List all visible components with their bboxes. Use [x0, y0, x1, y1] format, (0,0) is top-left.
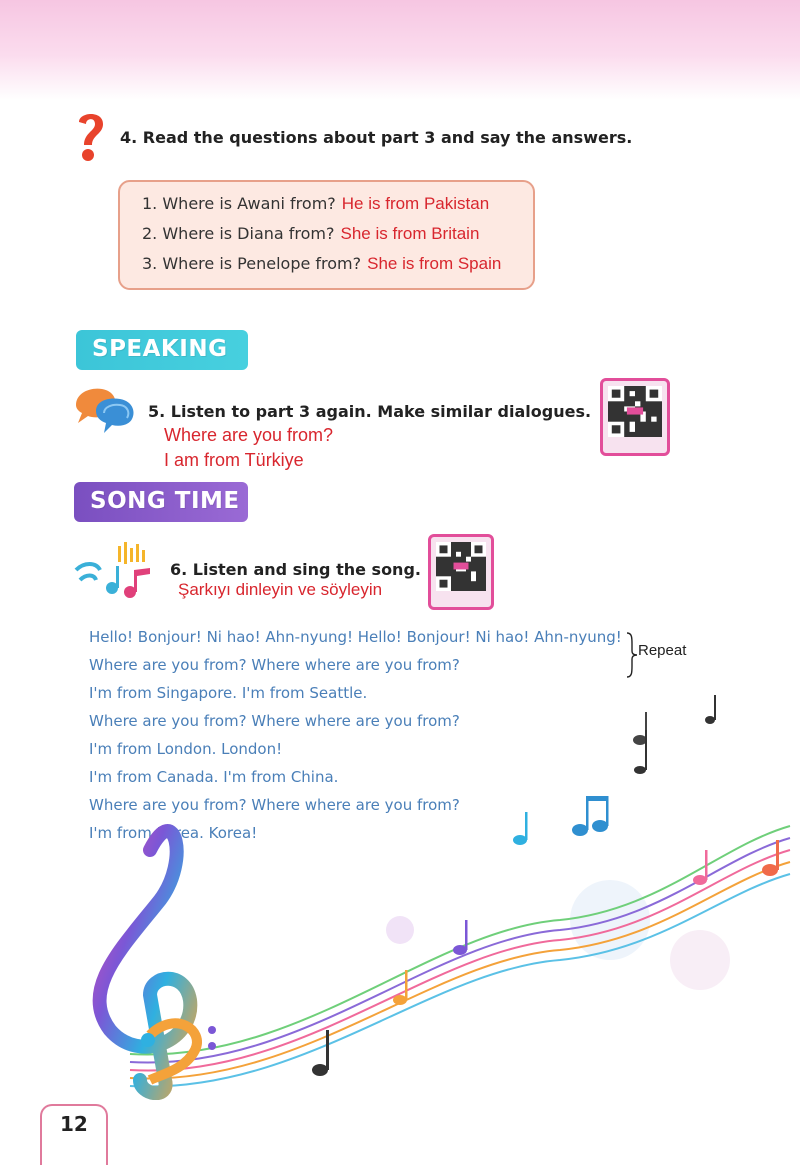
lyric-line: I'm from Canada. I'm from China.: [89, 768, 339, 786]
lyric-line: I'm from Singapore. I'm from Seattle.: [89, 684, 368, 702]
dialogue-line-1: Where are you from?: [164, 425, 334, 445]
qa-row: [142, 194, 533, 224]
exercise-5-instruction: 5. Listen to part 3 again. Make similar dialogues.: [148, 402, 592, 421]
qr-pattern: [608, 386, 662, 437]
treble-clef-illustration: [0, 690, 800, 1100]
qr-code[interactable]: [428, 534, 494, 610]
exercise-6-instruction: 6. Listen and sing the song.: [170, 560, 421, 579]
answer-text: She is from Spain: [367, 254, 502, 273]
speaking-banner: SPEAKING: [76, 330, 248, 370]
lyric-line: Where are you from? Where where are you from?: [89, 712, 460, 730]
song-time-banner: SONG TIME: [74, 482, 248, 522]
top-gradient-band: [0, 0, 800, 100]
exercise-6-translation: Şarkıyı dinleyin ve söyleyin: [178, 580, 383, 599]
lyric-line: Where are you from? Where where are you from?: [89, 656, 460, 674]
exercise-4-instruction: 4. Read the questions about part 3 and say the answers.: [120, 128, 633, 147]
lyric-line: I'm from London. London!: [89, 740, 283, 758]
speech-bubbles-icon: [72, 383, 138, 435]
qr-pattern: [436, 542, 486, 591]
question-text: 3. Where is Penelope from?: [142, 254, 362, 273]
question-mark-icon: [74, 108, 108, 164]
repeat-label: Repeat: [638, 642, 687, 659]
qa-row: [142, 224, 533, 254]
qa-row: [142, 254, 533, 284]
lyric-line: I'm from Korea. Korea!: [89, 824, 258, 842]
lyric-line: Where are you from? Where where are you from?: [89, 796, 460, 814]
repeat-brace-icon: [626, 632, 638, 678]
answer-text: She is from Britain: [340, 224, 480, 243]
question-text: 1. Where is Awani from?: [142, 194, 336, 213]
dialogue-line-2: I am from Türkiye: [164, 450, 304, 470]
answer-text: He is from Pakistan: [341, 194, 490, 213]
music-notes-icon: [74, 540, 158, 602]
qr-code[interactable]: [600, 378, 670, 456]
answer-box: [118, 180, 535, 290]
lyric-line: Hello! Bonjour! Ni hao! Ahn-nyung! Hello! Bonjour! Ni hao! Ahn-nyung!: [89, 628, 622, 646]
page-number: 12: [60, 1112, 88, 1136]
question-text: 2. Where is Diana from?: [142, 224, 335, 243]
